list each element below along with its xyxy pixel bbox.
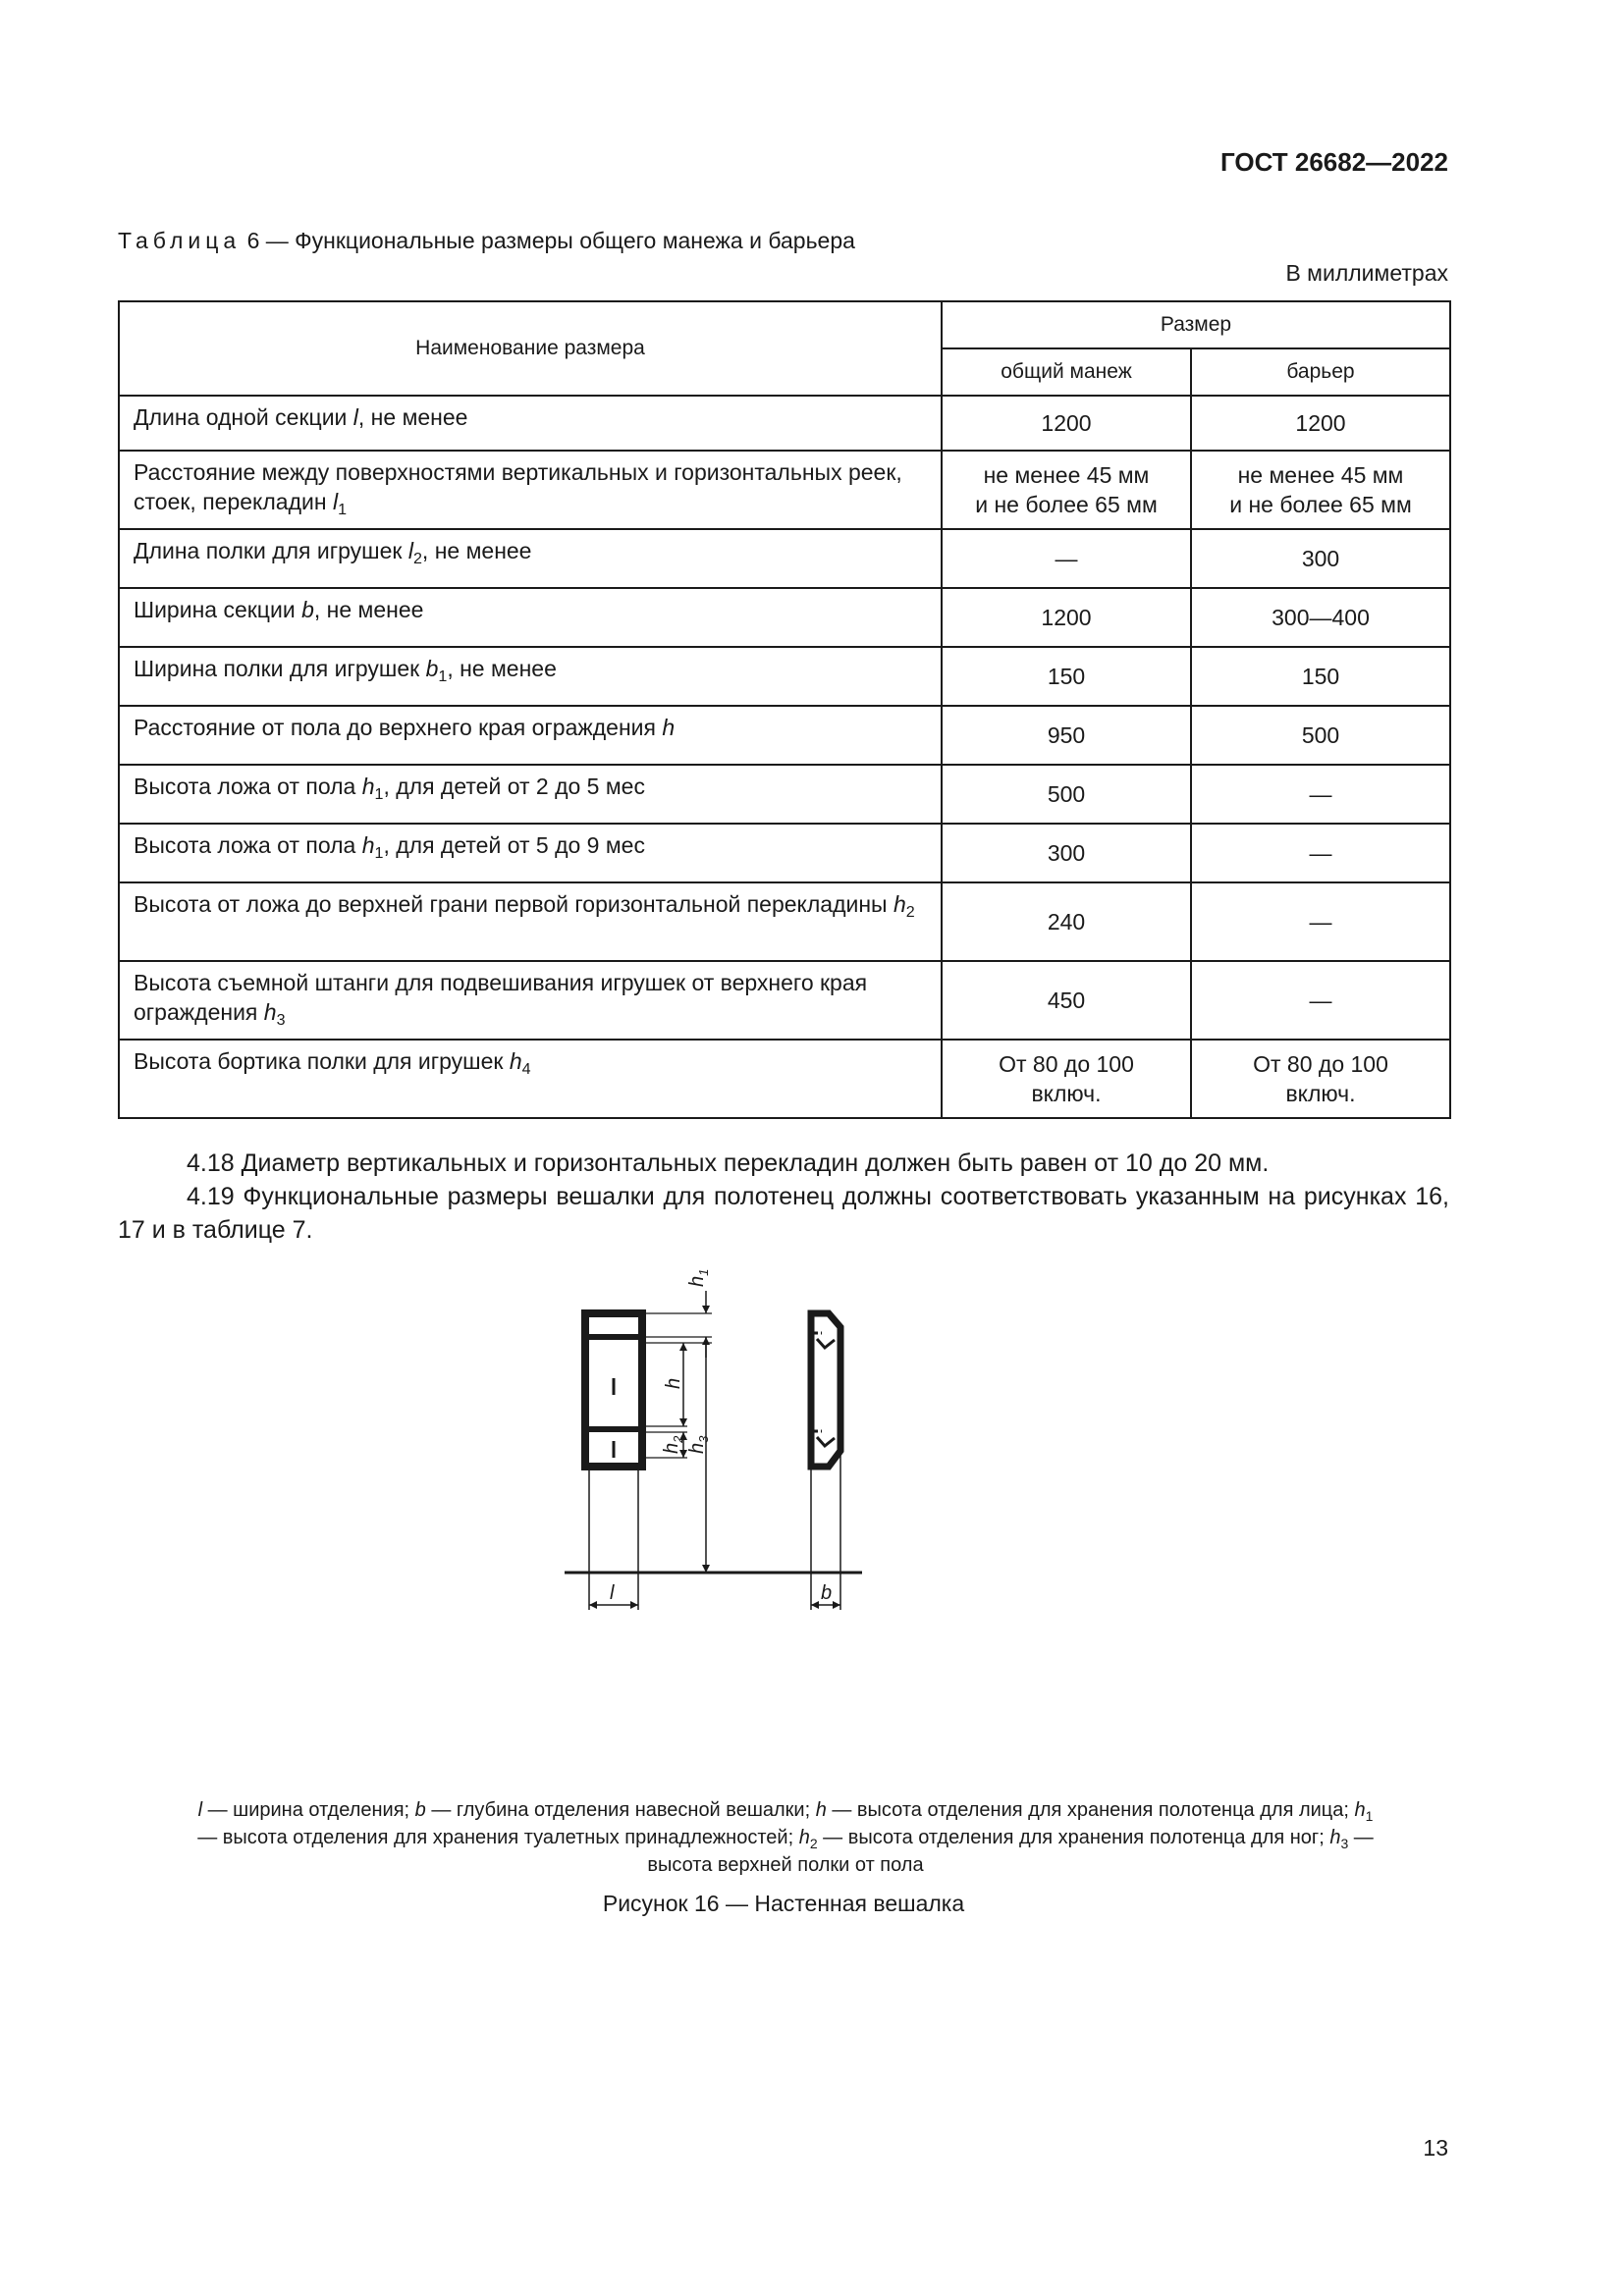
header-size: Размер — [942, 301, 1450, 348]
header-col-general-playpen: общий манеж — [942, 348, 1191, 396]
label-l: l — [610, 1582, 615, 1604]
table-row: Высота ложа от пола $h_1$, для детей от 2 до 5 мес 500 — — [119, 765, 1450, 824]
label-h2: $h_2$ — [661, 1435, 685, 1454]
table-caption — [118, 228, 855, 254]
label-b: b — [821, 1582, 833, 1604]
label-h1: $h_1$ — [686, 1268, 711, 1287]
table-row: Высота съемной штанги для подвешивания игрушек от верхнего края ограждения $h_3$ 450 — — [119, 961, 1450, 1040]
document-code: ГОСТ 26682—2022 — [1220, 147, 1448, 177]
table-row: Ширина секции b, не менее 1200 300—400 — [119, 588, 1450, 647]
table-row: Расстояние от пола до верхнего края ограждения h 950 500 — [119, 706, 1450, 765]
table-caption-text: 6 — Функциональные размеры общего манежа и барьера — [241, 228, 855, 253]
figure-title: Рисунок 16 — Настенная вешалка — [602, 1891, 965, 1916]
dimensions-table — [118, 300, 1451, 1119]
figure-legend: l — ширина отделения; b — глубина отделения навесной вешалки; h — высота отделения для хранения полотенца для лица; $h_1$ — высота отделения для хранения туалетных принадлежностей; $h_2$ — высота отделения для хранения полотенца для ног; $h_3$ — высота верхней полки от пола — [197, 1799, 1374, 1876]
header-name: Наименование размера — [119, 301, 942, 396]
table-row: Ширина полки для игрушек $b_1$, не менее 150 150 — [119, 647, 1450, 706]
table-row: Расстояние между поверхностями вертикальных и горизонтальных реек, стоек, перекладин $l_1$ не менее 45 мм и не более 65 мм не менее 45 мм и не более 65 мм — [119, 451, 1450, 529]
table-row: Высота бортика полки для игрушек $h_4$ От 80 до 100 включ. От 80 до 100 включ. — [119, 1040, 1450, 1118]
page-number: 13 — [1423, 2135, 1448, 2161]
table-row: Высота от ложа до верхней грани первой горизонтальной перекладины $h_2$ 240 — — [119, 882, 1450, 961]
paragraph-4-19: 4.19 Функциональные размеры вешалки для полотенец должны соответствовать указанным на рисунках 16, 17 и в таблице 7. — [118, 1183, 1449, 1244]
label-h3: $h_3$ — [686, 1435, 711, 1454]
table-units: В миллиметрах — [1285, 260, 1448, 286]
table-row: Высота ложа от пола $h_1$, для детей от 5 до 9 мес 300 — — [119, 824, 1450, 882]
table-caption-prefix: Таблица — [118, 228, 242, 253]
header-col-barrier: барьер — [1191, 348, 1450, 396]
table-row: Длина одной секции l, не менее 1200 1200 — [119, 396, 1450, 451]
paragraph-4-18: 4.18 Диаметр вертикальных и горизонтальных перекладин должен быть равен от 10 до 20 мм. — [187, 1149, 1270, 1177]
table-row: Длина полки для игрушек $l_2$, не менее — 300 — [119, 529, 1450, 588]
wall-hanger-figure — [530, 1261, 1041, 1772]
label-h: h — [663, 1377, 684, 1389]
